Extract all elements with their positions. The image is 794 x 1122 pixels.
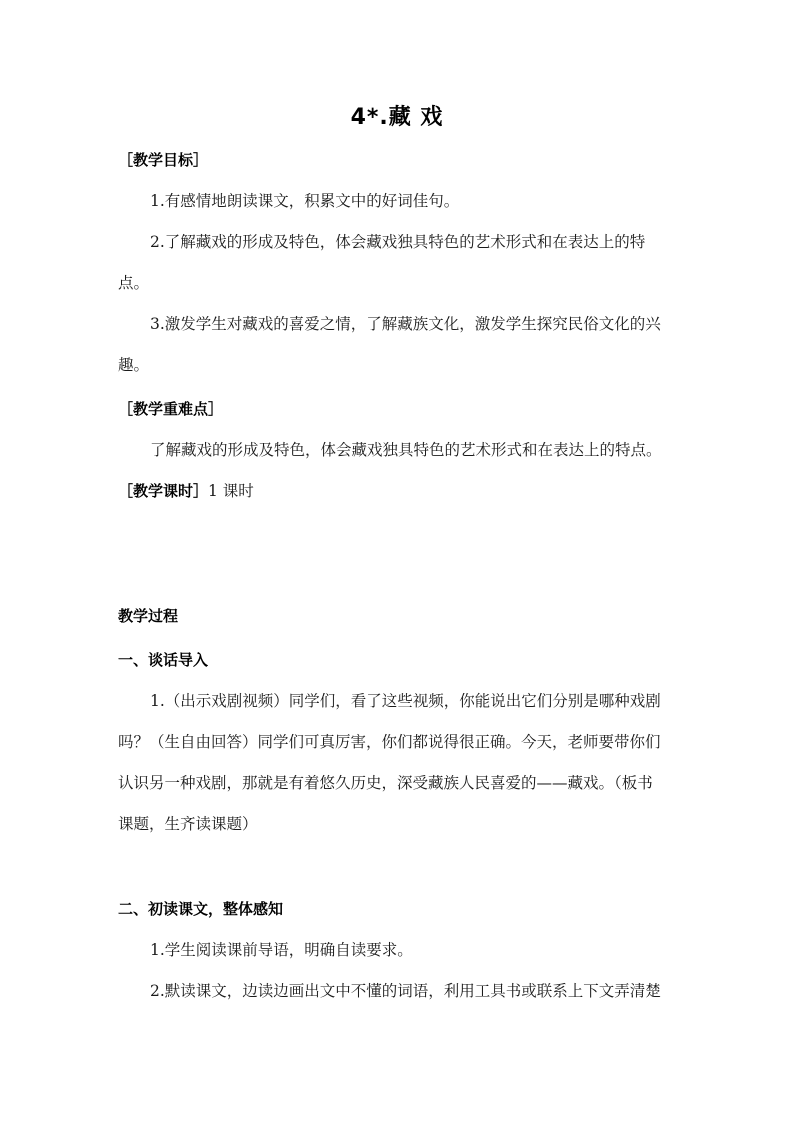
hours-heading: ［教学课时］ [118, 482, 209, 500]
section1-line-1: 1.（出示戏剧视频）同学们，看了这些视频，你能说出它们分别是哪种戏剧 [150, 692, 661, 710]
objective-line-3-cont: 趣。 [118, 356, 150, 374]
document-title: 4*.藏 戏 [350, 105, 444, 130]
keypoints-text: 了解藏戏的形成及特色，体会藏戏独具特色的艺术形式和在表达上的特点。 [150, 441, 662, 459]
objective-line-2-cont: 点。 [118, 274, 150, 292]
section1-line-2: 吗？（生自由回答）同学们可真厉害，你们都说得很正确。今天，老师要带你们 [118, 733, 661, 751]
section1-line-3: 认识另一种戏剧，那就是有着悠久历史，深受藏族人民喜爱的——藏戏。（板书 [118, 774, 653, 792]
objective-line-1: 1.有感情地朗读课文，积累文中的好词佳句。 [150, 192, 460, 210]
section2-line-2: 2.默读课文，边读边画出文中不懂的词语，利用工具书或联系上下文弄清楚 [150, 982, 661, 1000]
hours-row [118, 481, 254, 501]
process-heading: 教学过程 [118, 607, 179, 625]
section1-line-4: 课题，生齐读课题） [118, 815, 258, 833]
objective-line-3: 3.激发学生对藏戏的喜爱之情，了解藏族文化，激发学生探究民俗文化的兴 [150, 315, 661, 333]
section1-heading: 一、谈话导入 [118, 651, 209, 669]
hours-value: 1 课时 [208, 482, 254, 500]
section2-heading: 二、初读课文，整体感知 [118, 900, 284, 918]
section2-line-1: 1.学生阅读课前导语，明确自读要求。 [150, 941, 413, 959]
objectives-heading: ［教学目标］ [118, 151, 209, 169]
objective-line-2: 2.了解藏戏的形成及特色，体会藏戏独具特色的艺术形式和在表达上的特 [150, 233, 646, 251]
keypoints-heading: ［教学重难点］ [118, 400, 224, 418]
